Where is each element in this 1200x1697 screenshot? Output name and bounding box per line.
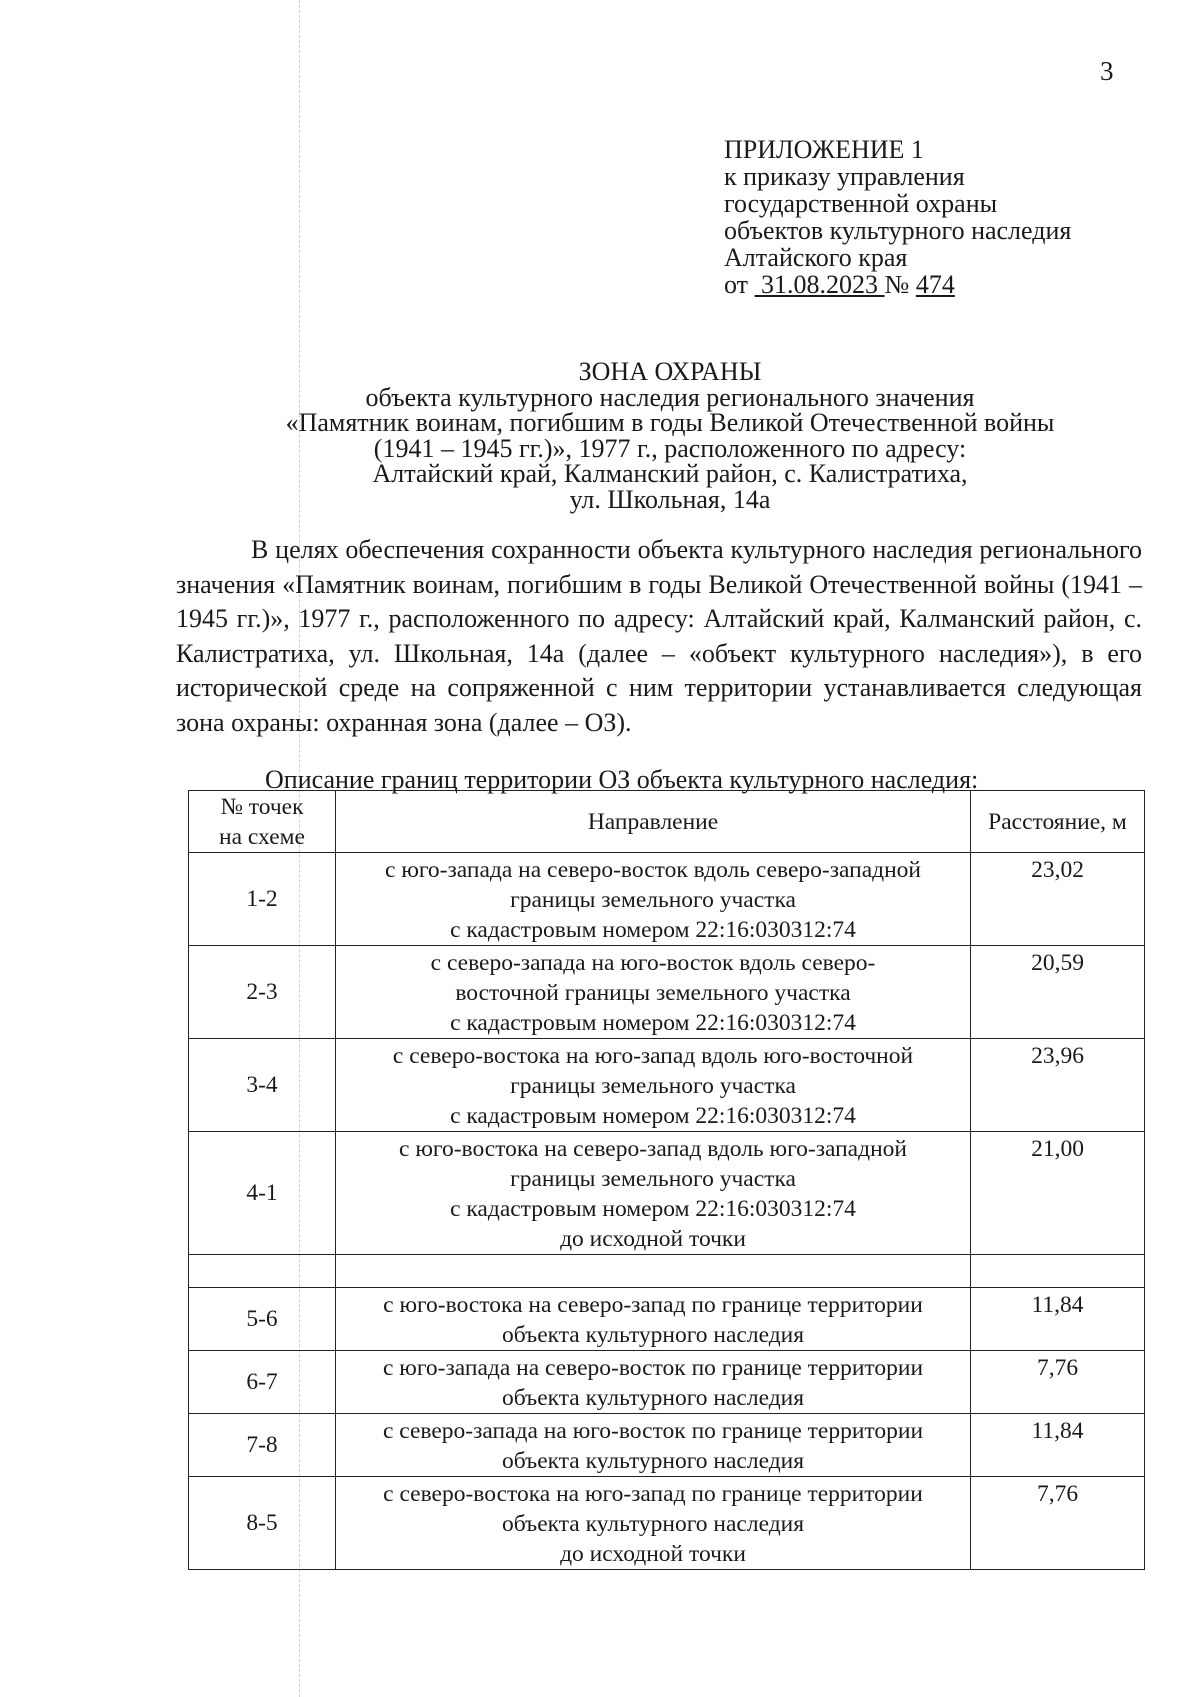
table-row — [189, 1132, 1145, 1255]
heading-line: Алтайский край, Калманский район, с. Калистратиха, — [372, 459, 968, 488]
direction-line: с юго-запада на северо-восток вдоль северо-западной — [385, 857, 921, 883]
direction-line: объекта культурного наследия — [501, 1511, 805, 1537]
cell-direction — [336, 1255, 971, 1288]
heading-line: «Памятник воинам, погибшим в годы Великой Отечественной войны — [285, 408, 1055, 437]
appendix-title: ПРИЛОЖЕНИЕ 1 — [724, 135, 924, 164]
appendix-date-line — [724, 271, 1071, 298]
direction-line: до исходной точки — [560, 1226, 746, 1252]
heading-title: ЗОНА ОХРАНЫ — [578, 357, 762, 386]
table-row — [189, 1351, 1145, 1414]
header-points: № точек на схеме — [189, 791, 336, 853]
direction-line: границы земельного участка — [510, 1073, 796, 1099]
header-direction: Направление — [336, 791, 971, 853]
cell-distance: 21,00 — [971, 1132, 1145, 1255]
heading-line: объекта культурного наследия регионального значения — [365, 382, 975, 412]
date-prefix: от — [724, 270, 749, 299]
boundary-table — [188, 790, 1145, 1570]
cell-distance — [971, 1255, 1145, 1288]
order-number: 474 — [915, 270, 955, 299]
direction-line: с кадастровым номером 22:16:030312:74 — [450, 1010, 856, 1036]
cell-direction — [336, 1288, 971, 1351]
direction-line: с юго-востока на северо-запад вдоль юго-западной — [399, 1136, 907, 1162]
cell-points: 8-5 — [189, 1477, 336, 1570]
cell-points: 3-4 — [189, 1039, 336, 1132]
heading-line: ул. Школьная, 14а — [569, 484, 771, 514]
direction-line: объекта культурного наследия — [501, 1322, 805, 1348]
cell-distance: 7,76 — [971, 1351, 1145, 1414]
table-row — [189, 1288, 1145, 1351]
cell-points: 4-1 — [189, 1132, 336, 1255]
intro-paragraph — [176, 533, 1142, 740]
cell-points: 7-8 — [189, 1414, 336, 1477]
heading-line: (1941 – 1945 гг.)», 1977 г., расположенного по адресу: — [373, 433, 967, 463]
cell-distance: 11,84 — [971, 1414, 1145, 1477]
direction-line: с юго-востока на северо-запад по границе территории — [383, 1292, 923, 1318]
appendix-line: государственной охраны — [724, 189, 998, 218]
table-row — [189, 1039, 1145, 1132]
cell-direction — [336, 946, 971, 1039]
appendix-line: Алтайского края — [724, 243, 908, 272]
direction-line: с юго-запада на северо-восток по границе территории — [382, 1355, 924, 1381]
header-distance: Расстояние, м — [971, 791, 1145, 853]
direction-line: объекта культурного наследия — [501, 1448, 805, 1474]
cell-distance: 7,76 — [971, 1477, 1145, 1570]
direction-line: границы земельного участка — [510, 887, 796, 913]
cell-points — [189, 1255, 336, 1288]
direction-line: с северо-востока на юго-запад по границе территории — [383, 1481, 923, 1507]
appendix-line: к приказу управления — [724, 162, 965, 191]
cell-distance: 23,02 — [971, 853, 1145, 946]
order-date: 31.08.2023 — [761, 270, 879, 299]
page-number: 3 — [1100, 56, 1114, 86]
direction-line: границы земельного участка — [510, 1166, 796, 1192]
table-header-row — [189, 791, 1145, 853]
table-row — [189, 946, 1145, 1039]
document-heading — [170, 359, 1170, 512]
direction-line: с северо-запада на юго-восток вдоль северо- — [430, 950, 876, 976]
table-row — [189, 1477, 1145, 1570]
cell-distance: 23,96 — [971, 1039, 1145, 1132]
direction-line: с кадастровым номером 22:16:030312:74 — [450, 917, 856, 943]
direction-line: восточной границы земельного участка — [455, 980, 851, 1006]
direction-line: объекта культурного наследия — [501, 1385, 805, 1411]
appendix-line: объектов культурного наследия — [724, 216, 1072, 245]
cell-direction — [336, 1132, 971, 1255]
number-prefix: № — [884, 270, 910, 299]
cell-direction — [336, 1414, 971, 1477]
cell-points: 5-6 — [189, 1288, 336, 1351]
table-caption: Описание границ территории ОЗ объекта культурного наследия: — [265, 765, 979, 794]
cell-direction — [336, 853, 971, 946]
table-row — [189, 1255, 1145, 1288]
table-row — [189, 1414, 1145, 1477]
cell-distance: 20,59 — [971, 946, 1145, 1039]
direction-line — [336, 1257, 970, 1287]
cell-distance: 11,84 — [971, 1288, 1145, 1351]
intro-text: В целях обеспечения сохранности объекта культурного наследия регионального значения «Памятник воинам, погибшим в годы Великой Отечественной войны (1941 – 1945 гг.)», 1977 г., расположенного по адресу: Алтайский край, Калманский район, с. Калистратиха, ул. Школьная, 14а (далее – «объект культурного наследия»), в его исторической среде на сопряженной с ним территории устанавливается следующая зона охраны: охранная зона (далее – ОЗ). — [176, 535, 1142, 737]
appendix-block — [724, 136, 1071, 298]
boundary-table-body — [189, 791, 1145, 1570]
cell-direction — [336, 1351, 971, 1414]
direction-line: с кадастровым номером 22:16:030312:74 — [450, 1103, 856, 1129]
cell-direction — [336, 1039, 971, 1132]
cell-points: 2-3 — [189, 946, 336, 1039]
table-row — [189, 853, 1145, 946]
cell-points: 6-7 — [189, 1351, 336, 1414]
direction-line: с северо-востока на юго-запад вдоль юго-восточной — [392, 1043, 914, 1069]
direction-line: с северо-запада на юго-восток по границе территории — [382, 1418, 924, 1444]
direction-line: до исходной точки — [560, 1541, 746, 1567]
direction-line: с кадастровым номером 22:16:030312:74 — [450, 1196, 856, 1222]
cell-direction — [336, 1477, 971, 1570]
cell-points: 1-2 — [189, 853, 336, 946]
